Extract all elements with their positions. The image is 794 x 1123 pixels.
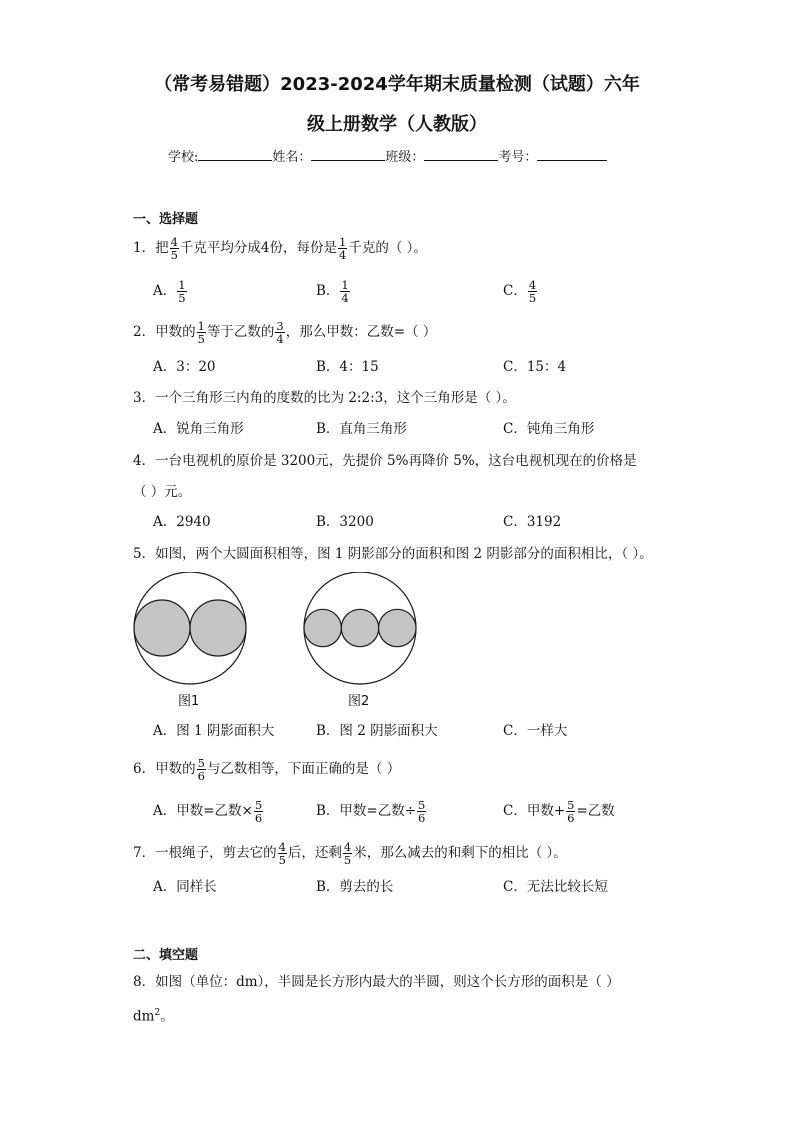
q3-option-b[interactable]: B．直角三角形	[316, 421, 407, 437]
q4-option-b[interactable]: B．3200	[316, 514, 374, 530]
number-blank[interactable]	[537, 148, 607, 161]
q6-option-c[interactable]: C．甲数+ $\frac{5}{6}$ =乙数	[503, 798, 615, 825]
fraction: $\frac{5}{6}$	[197, 756, 205, 783]
figure-2-label: 图2	[348, 694, 370, 709]
question-2: 2．甲数的 $\frac{1}{5}$ 等于乙数的 $\frac{3}{4}$ ，那么甲数：乙数=（ ）	[133, 319, 437, 346]
fraction: $\frac{1}{4}$	[339, 235, 347, 262]
name-blank[interactable]	[311, 148, 385, 161]
question-6: 6．甲数的 $\frac{5}{6}$ 与乙数相等，下面正确的是（ ）	[133, 756, 401, 783]
question-8-line2: $dm^2$。	[133, 1008, 174, 1025]
question-1: 1．把 $\frac{4}{5}$ 千克平均分成4份，每份是 $\frac{1}{4}$ 千克的（ ）。	[133, 235, 427, 262]
shaded-circle	[190, 600, 246, 656]
q5-option-a[interactable]: A．图 1 阴影面积大	[153, 723, 275, 739]
page-title-line1: （常考易错题）2023-2024学年期末质量检测（试题）六年	[154, 74, 640, 95]
q2-option-c[interactable]: C．15：4	[503, 359, 567, 375]
q5-option-c[interactable]: C．一样大	[503, 723, 568, 739]
figure-2-circles	[298, 572, 428, 690]
school-label: 学校:	[168, 150, 199, 165]
number-label: 考号：	[498, 150, 538, 165]
question-4-line2: （ ）元。	[133, 484, 192, 500]
q3-option-c[interactable]: C．钝角三角形	[503, 421, 595, 437]
q1-option-b[interactable]: B． $\frac{1}{4}$	[316, 278, 349, 305]
q1-option-a[interactable]: A． $\frac{1}{5}$	[153, 278, 186, 305]
q4-option-c[interactable]: C．3192	[503, 514, 562, 530]
name-label: 姓名：	[272, 150, 312, 165]
q6-option-b[interactable]: B．甲数=乙数÷ $\frac{5}{6}$	[316, 798, 426, 825]
question-3: 3．一个三角形三内角的度数的比为 2:2:3，这个三角形是（ ）。	[133, 390, 516, 406]
q4-option-a[interactable]: A．2940	[153, 514, 211, 530]
fraction: $\frac{3}{4}$	[276, 319, 284, 346]
q7-option-b[interactable]: B．剪去的长	[316, 879, 394, 895]
fraction: $\frac{4}{5}$	[343, 840, 352, 867]
section-fill-blank: 二、填空题	[133, 948, 199, 963]
shaded-circle	[304, 609, 341, 646]
fraction: $\frac{4}{5}$	[170, 235, 178, 262]
page-title-line2: 级上册数学（人教版）	[307, 114, 487, 135]
q6-option-a[interactable]: A．甲数=乙数× $\frac{5}{6}$	[153, 798, 263, 825]
q2-option-a[interactable]: A．3：20	[153, 359, 216, 375]
fraction: $\frac{1}{5}$	[197, 319, 205, 346]
q2-option-b[interactable]: B．4：15	[316, 359, 379, 375]
section-choice: 一、选择题	[133, 212, 199, 227]
q7-option-c[interactable]: C．无法比较长短	[503, 879, 608, 895]
q1-option-c[interactable]: C． $\frac{4}{5}$	[503, 278, 537, 305]
shaded-circle	[379, 609, 416, 646]
question-8-line1: 8．如图（单位：dm），半圆是长方形内最大的半圆，则这个长方形的面积是（ ）	[133, 974, 620, 990]
school-blank[interactable]	[198, 148, 272, 161]
student-info-line	[168, 146, 607, 165]
shaded-circle	[341, 609, 378, 646]
question-5: 5．如图，两个大圆面积相等，图 1 阴影部分的面积和图 2 阴影部分的面积相比，（ ）。	[133, 546, 653, 562]
q3-option-a[interactable]: A．锐角三角形	[153, 421, 244, 437]
fraction: $\frac{4}{5}$	[278, 840, 286, 867]
question-4-line1: 4．一台电视机的原价是 3200元，先提价 5%再降价 5%，这台电视机现在的价格是	[133, 453, 637, 469]
question-7: 7．一根绳子，剪去它的 $\frac{4}{5}$ 后，还剩 $\frac{4}{5}$ 米，那么减去的和剩下的相比（ ）。	[133, 840, 567, 867]
class-label: 班级：	[385, 150, 425, 165]
class-blank[interactable]	[424, 148, 498, 161]
q7-option-a[interactable]: A．同样长	[153, 879, 217, 895]
q5-option-b[interactable]: B．图 2 阴影面积大	[316, 723, 438, 739]
figure-1-label: 图1	[178, 694, 200, 709]
shaded-circle	[134, 600, 190, 656]
figure-1-circles	[128, 572, 258, 690]
